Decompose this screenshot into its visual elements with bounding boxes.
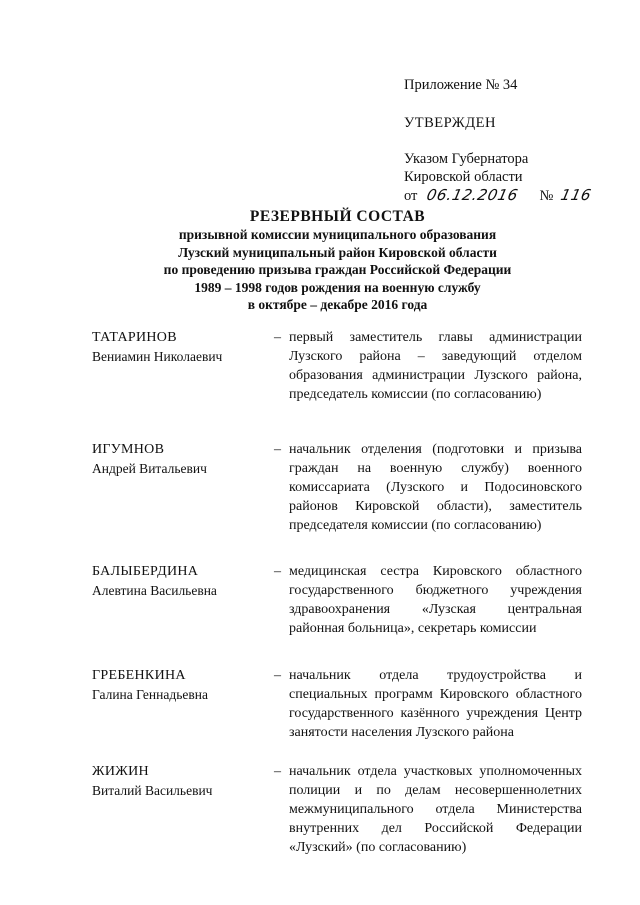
handwritten-date: 06.12.2016 — [425, 186, 520, 204]
member-role: начальник отдела участковых уполномоченных полиции и по делам несовершеннолетних межмуниципального отдела Министерства внутренних дел Российской Федерации «Лузский» (по согласованию) — [289, 764, 582, 855]
appendix-number: Приложение № 34 — [404, 77, 518, 93]
members-list — [92, 328, 582, 857]
title-line-3: по проведению призыва граждан Российской Федерации — [163, 262, 512, 277]
member-role: первый заместитель главы администрации Лузского района – заведующий отделом образования администрации Лузского района, председатель комиссии (по согласованию) — [289, 330, 582, 402]
date-prefix: от — [404, 188, 418, 204]
member-dash: – — [274, 330, 281, 345]
decree-date-line — [404, 186, 624, 205]
handwritten-number: 116 — [559, 186, 594, 204]
member-surname: ТАТАРИНОВ — [92, 330, 177, 345]
title-main: РЕЗЕРВНЫЙ СОСТАВ — [249, 208, 426, 225]
member-surname: ЖИЖИН — [92, 764, 149, 779]
title-line-1: призывной комиссии муниципального образования — [178, 227, 497, 242]
approved-stamp-text: УТВЕРЖДЕН — [404, 115, 496, 131]
member-dash: – — [274, 564, 281, 579]
member-surname: ГРЕБЕНКИНА — [92, 668, 186, 683]
member-given-name: Виталий Васильевич — [92, 783, 213, 798]
approval-block — [404, 76, 624, 205]
member-role: медицинская сестра Кировского областного государственного бюджетного учреждения здравоохранения «Лузская центральная районная больница», секретарь комиссии — [289, 564, 582, 636]
member-dash: – — [274, 764, 281, 779]
title-line-5: в октябре – декабре 2016 года — [247, 297, 428, 312]
title-line-2: Лузский муниципальный район Кировской области — [178, 244, 497, 260]
document-title — [80, 207, 595, 314]
member-dash: – — [274, 668, 281, 683]
member-name — [92, 440, 274, 478]
number-sign: № — [539, 188, 554, 204]
member-surname: ИГУМНОВ — [92, 442, 165, 457]
title-line-4: 1989 – 1998 годов рождения на военную службу — [194, 279, 481, 295]
member-role: начальник отделения (подготовки и призыва граждан на военную службу) военного комиссариата (Лузского и Подосиновского районов Кировской области), заместитель председателя комиссии (по согласованию) — [289, 442, 582, 533]
member-role: начальник отдела трудоустройства и специальных программ Кировского областного государственного казённого учреждения Центр занятости населения Лузского района — [289, 668, 582, 740]
member-name — [92, 328, 274, 366]
member-given-name: Алевтина Васильевна — [92, 583, 217, 598]
member-given-name: Галина Геннадьевна — [92, 687, 208, 702]
member-given-name: Вениамин Николаевич — [92, 349, 223, 364]
member-name — [92, 562, 274, 600]
member-row — [92, 762, 582, 857]
member-row — [92, 328, 582, 404]
member-given-name: Андрей Витальевич — [92, 461, 207, 476]
decree-line-1: Указом Губернатора — [404, 151, 529, 167]
member-row — [92, 666, 582, 742]
member-dash: – — [274, 442, 281, 457]
member-name — [92, 762, 274, 800]
member-row — [92, 440, 582, 535]
decree-line-2: Кировской области — [404, 169, 523, 185]
member-name — [92, 666, 274, 704]
member-surname: БАЛЫБЕРДИНА — [92, 564, 199, 579]
member-row — [92, 562, 582, 638]
